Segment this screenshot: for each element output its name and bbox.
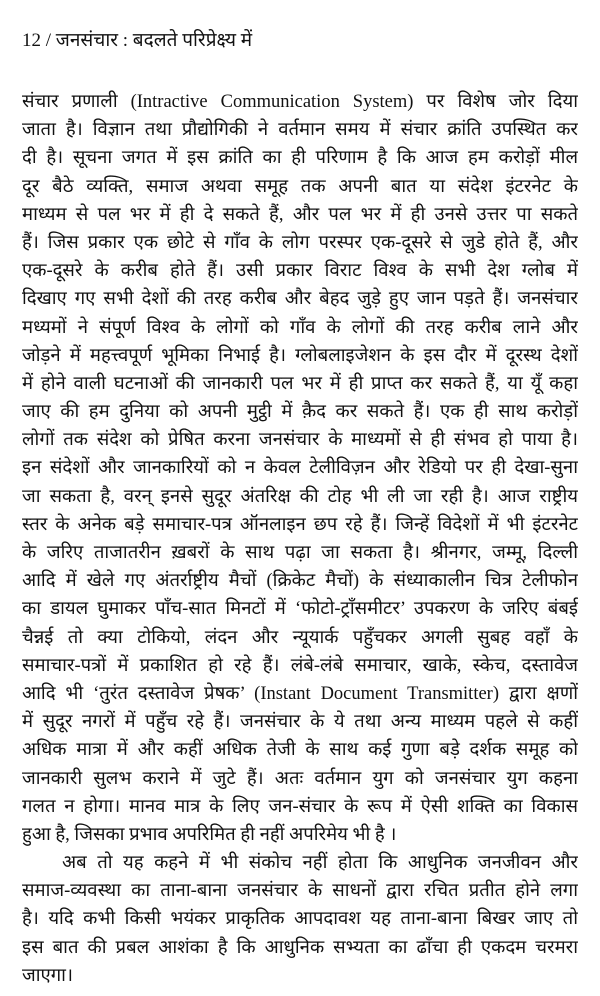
text-line: आदि में खेले गए अंतर्राष्ट्रीय मैचों (क्रिकेट मैचों) के संध्याकालीन चित्र टेलीफोन (22, 571, 578, 592)
text-line: दी है। सूचना जगत में इस क्रांति का ही परिणाम है कि आज हम करोड़ों मील (22, 148, 578, 169)
header-separator: / (45, 30, 52, 51)
text-line: में होने वाली घटनाओं की जानकारी पल भर में ही प्राप्त कर सकते हैं, या यूँ कहा (22, 373, 578, 394)
running-title: जनसंचार : बदलते परिप्रेक्ष्य में (55, 30, 253, 51)
text-line: आदि भी ‘तुरंत दस्तावेज प्रेषक’ (Instant Document Transmitter) द्वारा क्षणों (22, 683, 578, 704)
text-line: का डायल घुमाकर पाँच-सात मिनटों में ‘फोटो-ट्राँसमीटर’ उपकरण के जरिए बंबई (22, 599, 578, 620)
page-body (22, 88, 578, 990)
text-line: एक-दूसरे के करीब होते हैं। उसी प्रकार विराट विश्व के सभी देश ग्लोब में (22, 261, 578, 282)
text-line: गलत न होगा। मानव मात्र के लिए जन-संचार के रूप में ऐसी शक्ति का विकास (22, 796, 578, 817)
text-line: संचार प्रणाली (Intractive Communication System) पर विशेष जोर दिया (22, 92, 578, 112)
text-line: माध्यम से पल भर में ही दे सकते हैं, और पल भर में ही उनसे उत्तर पा सकते (22, 204, 578, 225)
text-line: दिखाए गए सभी देशों की तरह करीब और बेहद जुड़े हुए जान पड़ते हैं। जनसंचार (22, 289, 578, 310)
text-line: इस बात की प्रबल आशंका है कि आधुनिक सभ्यता का ढाँचा ही एकदम चरमरा (22, 937, 578, 958)
text-line: लोगों तक संदेश को प्रेषित करना जनसंचार के माध्यमों से ही संभव हो पाया है। (22, 430, 578, 451)
text-line: हुआ है, जिसका प्रभाव अपरिमित ही नहीं अपरिमेय भी है । (22, 824, 397, 845)
text-line: चैन्नई तो क्या टोकियो, लंदन और न्यूयार्क पहुँचकर अगली सुबह वहाँ के (22, 627, 578, 648)
text-line: जानकारी सुलभ कराने में जुटे हैं। अतः वर्तमान युग को जनसंचार युग कहना (22, 768, 578, 789)
text-line: है। यदि कभी किसी भयंकर प्राकृतिक आपदावश यह ताना-बाना बिखर जाए तो (22, 909, 578, 930)
text-line: जाए की हम दुनिया को अपनी मुट्ठी में क़ैद कर सकते हैं। एक ही साथ करोड़ों (22, 402, 578, 423)
text-line: जाएगा। (22, 965, 73, 986)
text-line: हैं। जिस प्रकार एक छोटे से गाँव के लोग परस्पर एक-दूसरे से जुडे होते हैं, और (22, 232, 578, 253)
paragraph (22, 849, 578, 990)
text-line: जाता है। विज्ञान तथा प्रौद्योगिकी ने वर्तमान समय में संचार क्रांति उपस्थित कर (22, 120, 578, 141)
text-line: अधिक मात्रा में और कहीं अधिक तेजी के साथ कई गुणा बड़े दर्शक समूह को (22, 740, 578, 761)
text-line: इन संदेशों और जानकारियों को न केवल टेलीविज़न और रेडियो पर ही देखा-सुना (22, 458, 578, 479)
paragraph (22, 88, 578, 849)
text-line: मध्यमों ने संपूर्ण विश्व के लोगों को गाँव के लोगों की तरह करीब लाने और (22, 317, 578, 338)
text-line: अब तो यह कहने में भी संकोच नहीं होता कि आधुनिक जनजीवन और (62, 853, 578, 874)
text-line: जोड़ने में महत्त्वपूर्ण भूमिका निभाई है। ग्लोबलाइजेशन के इस दौर में दूरस्थ देशों (22, 345, 578, 366)
text-line: के जरिए ताजातरीन ख़बरों के साथ पढ़ा जा सकता है। श्रीनगर, जम्मू, दिल्ली (22, 543, 578, 563)
text-line: समाज-व्यवस्था का ताना-बाना जनसंचार के साधनों द्वारा रचित प्रतीत होने लगा (22, 881, 578, 902)
text-line: समाचार-पत्रों में प्रकाशित हो रहे हैं। लंबे-लंबे समाचार, खाके, स्केच, दस्तावेज (22, 655, 578, 676)
running-header (22, 26, 252, 52)
text-line: जा सकता है, वरन् इनसे सुदूर अंतरिक्ष की टोह भी ली जा रही है। आज राष्ट्रीय (22, 486, 578, 507)
text-line: स्तर के अनेक बड़े समाचार-पत्र ऑनलाइन छप रहे हैं। जिन्हें विदेशों में भी इंटरनेट (22, 514, 578, 535)
page-number: 12 (22, 30, 41, 51)
text-line: में सुदूर नगरों में पहुँच रहे हैं। जनसंचार के ये तथा अन्य माध्यम पहले से कहीं (22, 712, 578, 733)
text-line: दूर बैठे व्यक्ति, समाज अथवा समूह तक अपनी बात या संदेश इंटरनेट के (22, 176, 578, 197)
